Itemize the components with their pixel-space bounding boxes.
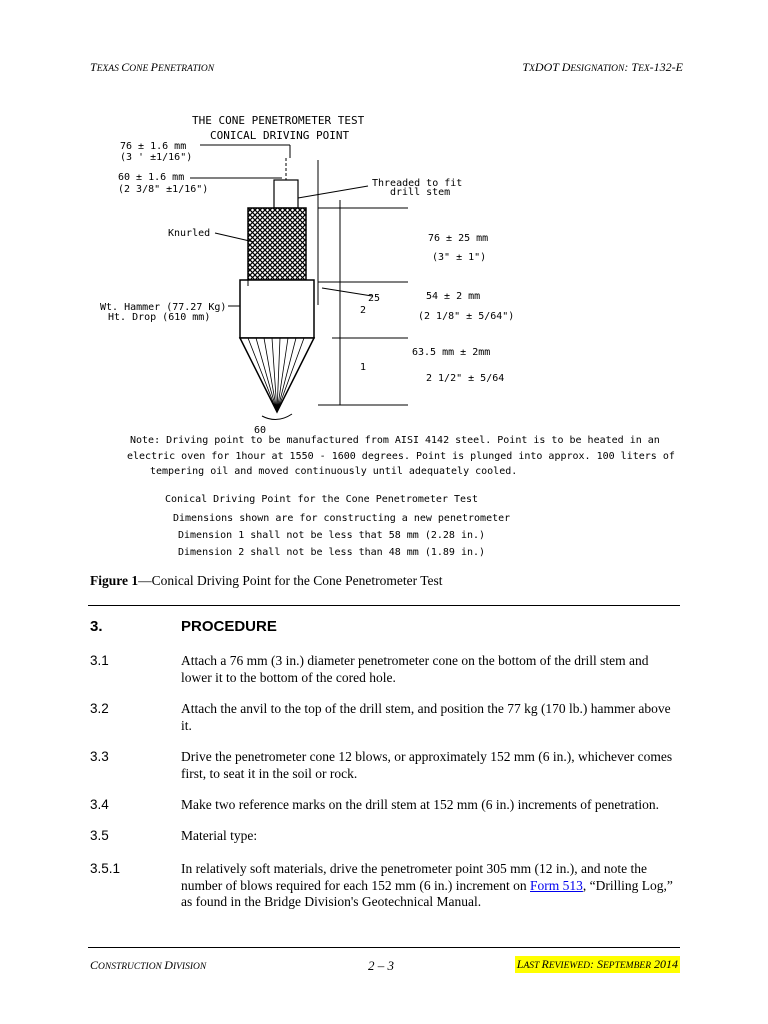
header-designation: [522, 60, 683, 75]
dim-76-label: 76 ± 1.6 mm: [120, 141, 187, 152]
dimension-2-label: 2: [360, 305, 367, 316]
footer-text: 2014: [651, 957, 678, 971]
angle-arc: [262, 414, 292, 420]
section-title: PROCEDURE: [181, 618, 277, 635]
figure-sub-line: Dimensions shown are for constructing a new penetrometer: [173, 513, 511, 524]
dimension-1-label: 1: [360, 362, 367, 373]
driving-point-body: [240, 280, 314, 338]
step-text: Material type:: [181, 828, 258, 843]
figure-sub-line: Dimension 2 shall not be less than 48 mm (1.89 in.): [178, 547, 486, 558]
header-text: -132-E: [649, 60, 683, 74]
step-text: Make two reference marks on the drill stem at 152 mm (6 in.) increments of penetration.: [181, 797, 659, 812]
footer-text: : S: [589, 957, 603, 971]
caption-label: Figure 1: [90, 573, 139, 588]
page-number: 2 – 3: [368, 958, 394, 973]
header-text: C: [121, 60, 130, 74]
figure-caption: [90, 573, 443, 589]
footer-division: [90, 958, 206, 973]
last-reviewed-badge: [515, 956, 680, 973]
footer-text: EVIEWED: [548, 961, 590, 971]
dim-60-inch-label: (2 3/8" ±1/16"): [118, 184, 209, 195]
leader-line: [322, 288, 372, 296]
figure-sub-line: Dimension 1 shall not be less that 58 mm (2.28 in.): [178, 530, 486, 541]
step-number: 3.1: [90, 653, 109, 668]
step-number: 3.3: [90, 749, 109, 764]
figure-subtitle: CONICAL DRIVING POINT: [210, 129, 350, 142]
header-text: EXAS: [96, 64, 122, 74]
hammer-drop-label: Ht. Drop (610 mm): [108, 312, 211, 323]
note-line: electric oven for 1hour at 1550 - 1600 degrees. Point is plunged into approx. 100 liters of: [127, 451, 675, 462]
footer-text: L: [516, 957, 524, 971]
header-text: T: [90, 60, 97, 74]
caption-text: —Conical Driving Point for the Cone Penetrometer Test: [138, 573, 443, 588]
header-text: DOT D: [534, 60, 571, 74]
dim-54-label: 54 ± 2 mm: [426, 291, 481, 302]
dim-76-25-inch-label: (3" ± 1"): [432, 252, 487, 263]
note-line: tempering oil and moved continuously until adequately cooled.: [150, 466, 518, 477]
footer-text: EPTEMBER: [602, 961, 651, 971]
footer-text: R: [541, 957, 549, 971]
footer-text: AST: [523, 961, 542, 971]
threaded-label-2: drill stem: [390, 187, 451, 198]
angle-25-label: 25: [368, 293, 381, 304]
threaded-stem: [274, 180, 298, 208]
cone-tip: [240, 338, 314, 412]
knurled-section: [248, 208, 306, 280]
dim-76-25-label: 76 ± 25 mm: [428, 233, 489, 244]
step-number: 3.5.1: [90, 861, 121, 876]
form-513-link[interactable]: Form 513: [530, 877, 583, 893]
step-text-part: , “Drilling Log,” as found in the Bridge Division's Geotechnical Manual.: [181, 877, 673, 909]
footer-divider: [88, 947, 680, 948]
angle-60-label: 60: [254, 425, 267, 436]
header-title: [90, 60, 214, 75]
section-number: 3.: [90, 618, 103, 635]
header-text: ESIGNATION: [570, 64, 625, 74]
dim-63-inch-label: 2 1/2" ± 5/64: [426, 373, 505, 384]
header-text: : T: [624, 60, 639, 74]
header-text: P: [150, 60, 158, 74]
step-text: Attach a 76 mm (3 in.) diameter penetrometer cone on the bottom of the drill stem and lower it to the bottom of the cored hole.: [181, 653, 649, 685]
knurled-label: Knurled: [168, 228, 211, 239]
step-number: 3.5: [90, 828, 109, 843]
footer-text: ONSTRUCTION: [98, 962, 165, 972]
step-number: 3.2: [90, 701, 109, 716]
footer-text: C: [90, 958, 99, 972]
dim-76-inch-label: (3 ' ±1/16"): [120, 152, 193, 163]
figure-title: THE CONE PENETROMETER TEST: [192, 114, 365, 127]
figure-sub-title: Conical Driving Point for the Cone Penetrometer Test: [165, 494, 479, 505]
hammer-label: Wt. Hammer (77.27 Kg): [100, 302, 227, 313]
header-text: ONE: [129, 64, 151, 74]
footer-text: D: [164, 958, 173, 972]
dim-54-inch-label: (2 1/8" ± 5/64"): [418, 311, 515, 322]
threaded-label: Threaded to fit: [372, 178, 463, 189]
note-line: Note: Driving point to be manufactured from AISI 4142 steel. Point is to be heated in an: [130, 435, 660, 446]
dim-60-label: 60 ± 1.6 mm: [118, 172, 185, 183]
step-text: [181, 861, 673, 911]
step-text: Attach the anvil to the top of the drill stem, and position the 77 kg (170 lb.) hammer above it.: [181, 701, 671, 733]
cone-penetrometer-figure: [0, 100, 768, 565]
leader-line: [298, 186, 368, 198]
dim-63-label: 63.5 mm ± 2mm: [412, 347, 491, 358]
header-text: X: [529, 64, 535, 74]
section-divider: [88, 605, 680, 606]
header-text: ENETRATION: [157, 64, 215, 74]
header-text: T: [522, 60, 530, 74]
step-text: Drive the penetrometer cone 12 blows, or approximately 152 mm (6 in.), whichever comes first, to seat it in the soil or rock.: [181, 749, 673, 781]
header-text: EX: [638, 64, 650, 74]
footer-text: IVISION: [172, 962, 207, 972]
step-number: 3.4: [90, 797, 109, 812]
step-text-part: In relatively soft materials, drive the penetrometer point 305 mm (12 in.), and note the number of blows required for each 152 mm (6 in.) increment on: [181, 861, 647, 893]
